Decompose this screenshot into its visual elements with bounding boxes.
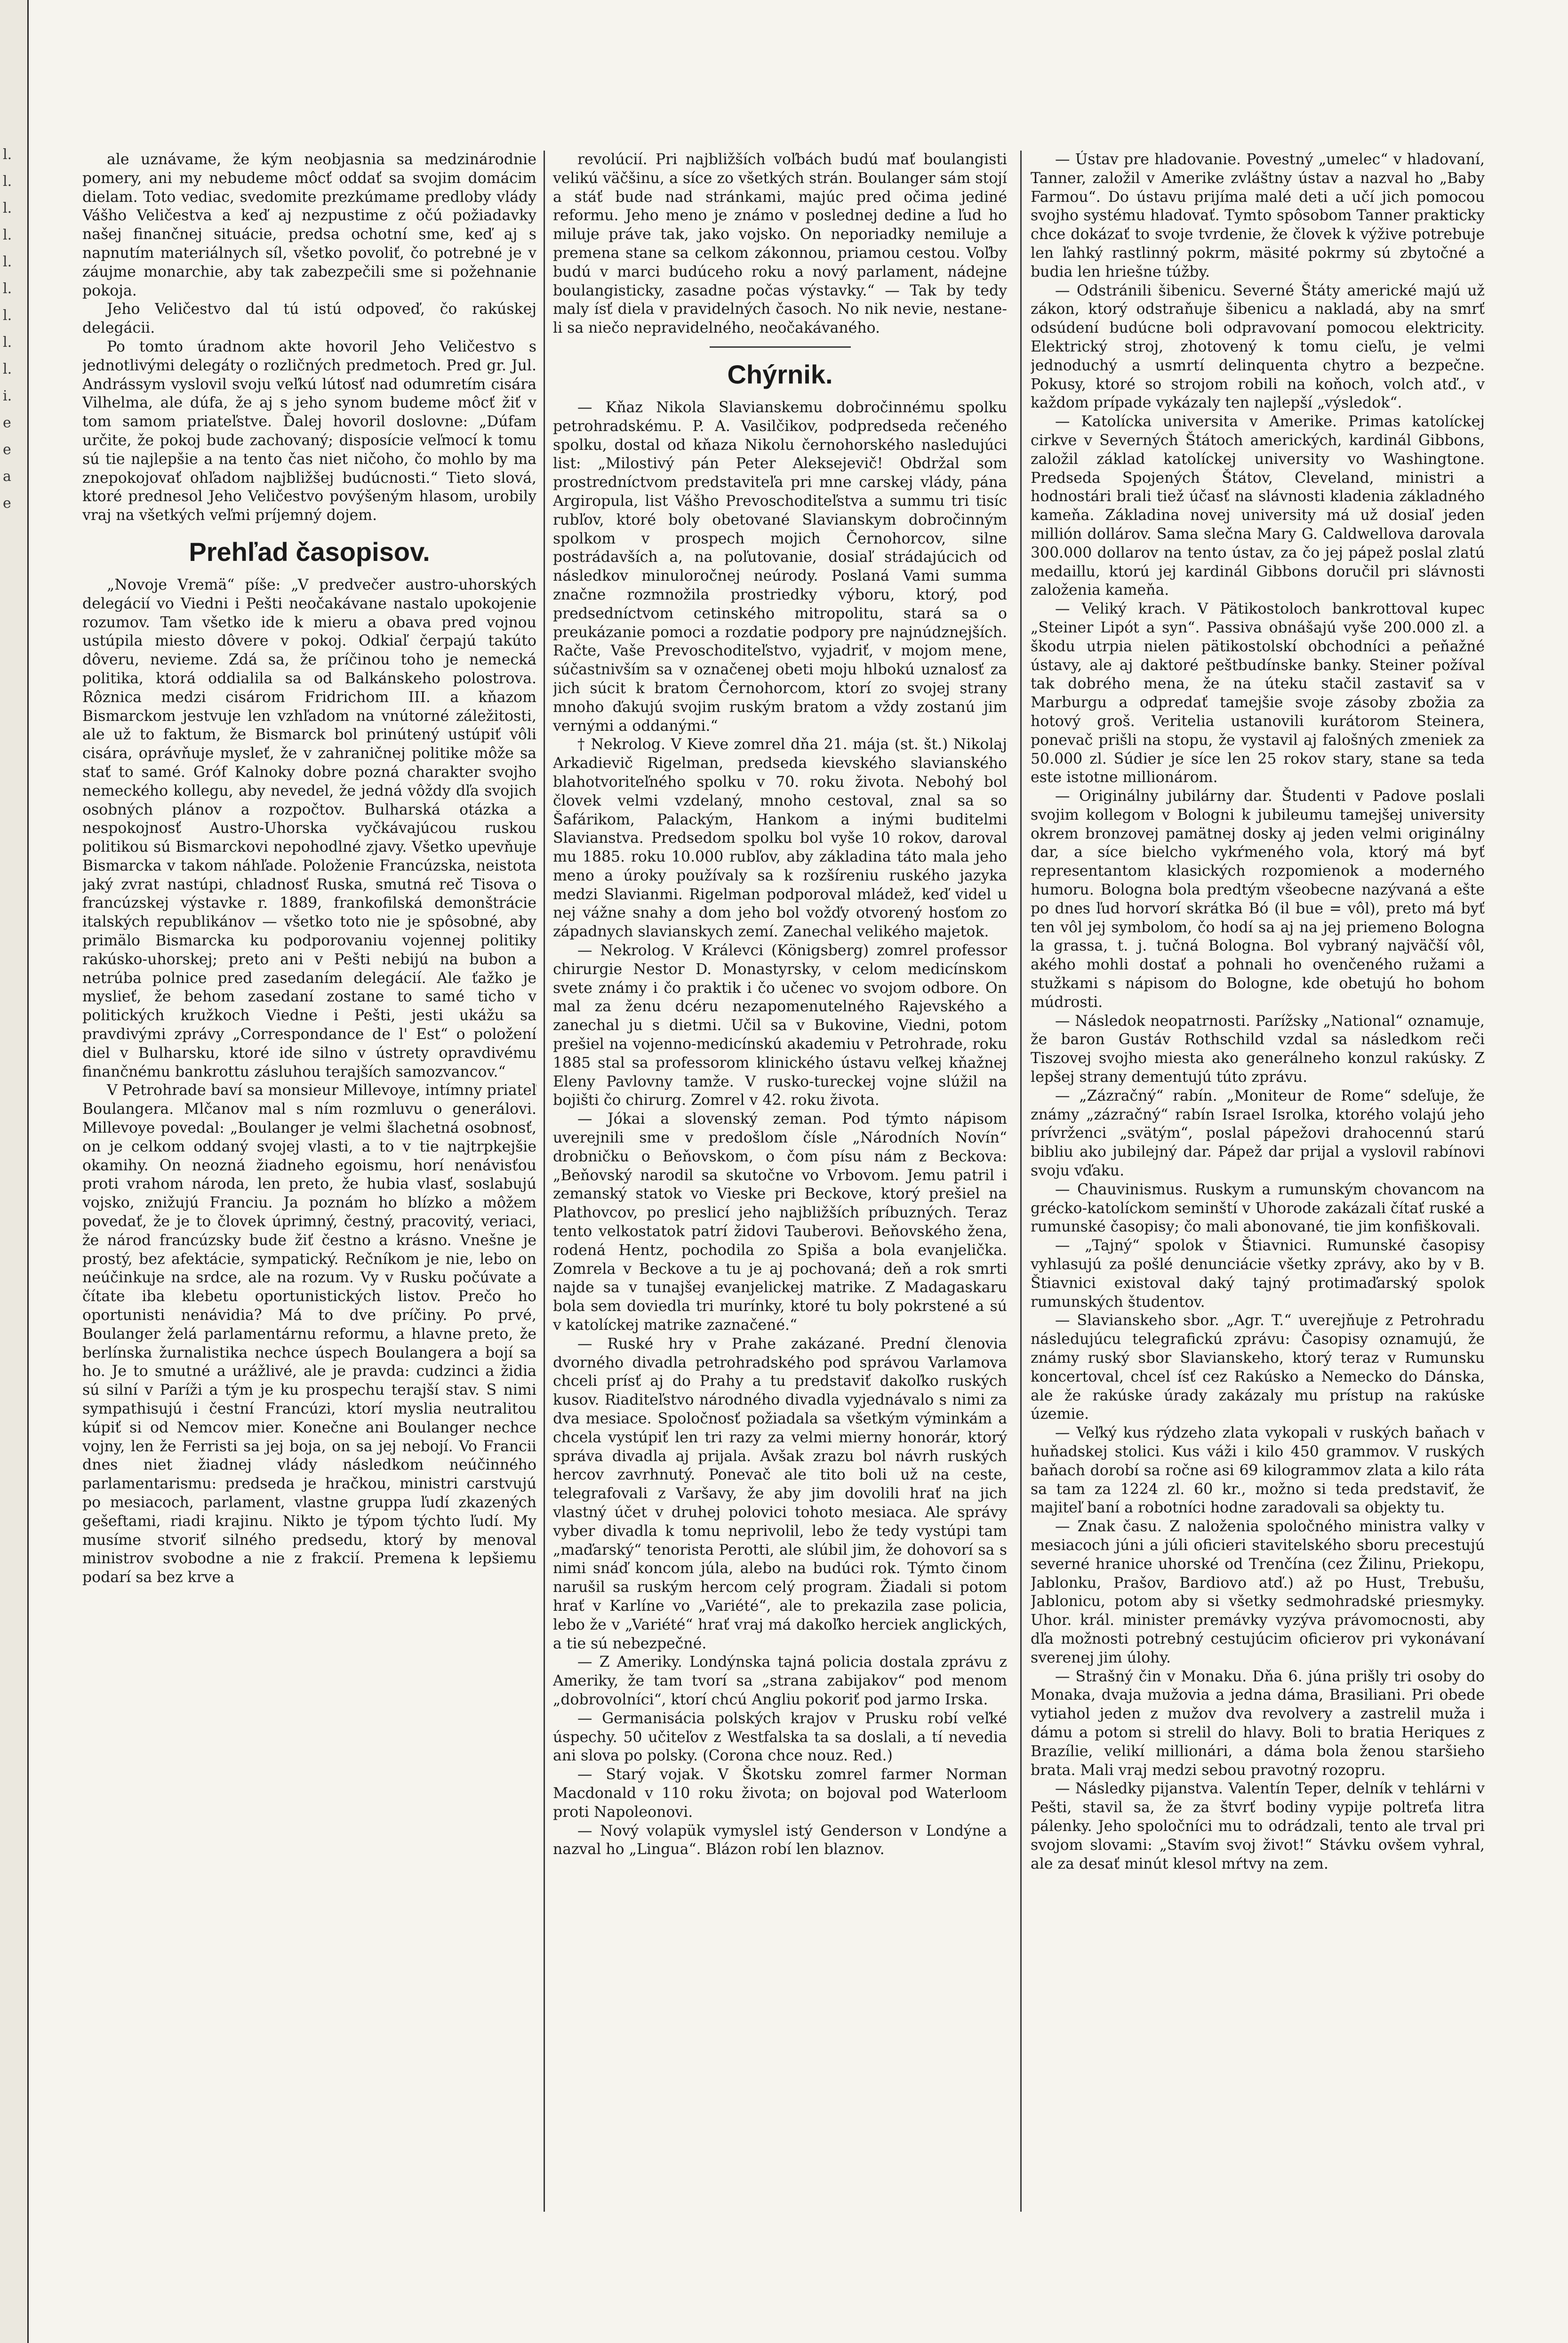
news-item: — Kňaz Nikola Slavianskemu dobročinnému spolku petrohradskému. P. A. Vasilčikov, podpredseda rečeného spolku, dostal od kňaza Nikolu černohorského nasledujúci list: „Milostivý pán Peter Aleksejevič! Obdržal som prostredníctvom predstaviteľa pri mne carskej vlády, pána Argiropula, list Vášho Prevoschoditeľstva a summu tri tisíc rubľov, ktoré boly obetované Slavianskym dobročinným spolkom v prospech mojich Černohorcov, silne postrádavších a, na poľutovanie, dosiaľ strádajúcich od následkov minuloročnej neúrody. Poslaná Vami summa značne rozmnožila prostriedky výboru, ktorý, pod predsedníctvom cetinského mitropolitu, stará sa o preukázanie pomoci a rozdatie podpory pre najnúdznejších. Račte, Vaše Prevoschoditeľstvo, vyjadriť, v mojom mene, súčastnivším sa v označenej obeti moju hlbokú uznalosť za jich súcit k bratom Černohorcom, ktorí zo svojej strany mnoho ďakujú svojim ruským bratom a vždy zostanú jim vernými a oddanými.“	[553, 399, 1007, 735]
newspaper-page	[82, 151, 1492, 2212]
news-item: — Nekrolog. V Králevci (Königsberg) zomrel professor chirurgie Nestor D. Monastyrsky, v celom medicínskom svete známy i čo praktik i čo učenec vo svojom odbore. On mal za ženu dcéru nezapomenutelného Rajevského a zanechal ju s dietmi. Učil sa v Bukovine, Viedni, potom prešiel na vojenno-medicínskú akademiu v Petrohrade, roku 1885 stal sa professorom klinického ústavu veľkej kňažnej Eleny Pavlovny tamže. V rusko-tureckej vojne slúžil na bojišti čo chirurg. Zomrel v 42. roku života.	[553, 942, 1007, 1109]
column-2	[553, 151, 1007, 2212]
col2-paragraph: revolúcií. Pri najbližších voľbách budú mať boulangisti velikú väčšinu, a síce zo všetkých strán. Boulanger sám stojí a stáť bude nad stránkami, majúc pred očima jediné reformu. Jeho meno je známo v poslednej dedine a ľud ho miluje práve tak, jako vojsko. On neporiadky nemiluje a premena stane sa celkom zákonnou, priamou cestou. Voľby budú v marci budúceho roku a nový parlament, nádejne boulangisticky, zasadne počas výstavky.“ — Tak by tedy maly ísť diela v pravidelných časoch. No nik nevie, nestane-li sa niečo nepravidelného, neočakávaného.	[553, 151, 1007, 337]
news-item: — Starý vojak. V Škotsku zomrel farmer Norman Macdonald v 110 roku života; on bojoval pod Waterloom proti Napoleonovi.	[553, 1766, 1007, 1821]
news-item: — Z Ameriky. Londýnska tajná policia dostala zprávu z Ameriky, že tam tvorí sa „strana zabijakov“ pod menom „dobrovolníci“, ktorí chcú Angliu pokoriť pod jarmo Irska.	[553, 1654, 1007, 1708]
column-3	[1031, 151, 1485, 2212]
news-item: — Chauvinismus. Ruskym a rumunským chovancom na grécko-katolíckom seminští v Uhorode zakázali čítať ruské a rumunské časopisy; čo mali abonované, tie jim konfiškovali.	[1031, 1181, 1485, 1236]
adjacent-page-edge	[0, 0, 29, 2343]
news-item: — Následky pijanstva. Valentín Teper, delník v tehlárni v Pešti, stavil sa, že za štvrť bodiny vypije poltreťa litra pálenky. Jeho spoločníci mu to odrádzali, tento ale trval pri svojom slovami: „Stavím svoj život!“ Stávku ovšem vyhral, ale za desať minút klesol mŕtvy na zem.	[1031, 1780, 1485, 1872]
news-item: — Germanisácia polských krajov v Prusku robí veľké úspechy. 50 učiteľov z Westfalska ta sa doslali, a tí nevedia ani slova po polsky. (Corona chce nouz. Red.)	[553, 1710, 1007, 1765]
news-item: — Následok neopatrnosti. Parížsky „National“ oznamuje, že baron Gustáv Rothschild vzdal sa následkom reči Tiszovej svojho miesta ako generálneho konzul rakúsky. Z lepšej strany dementujú túto zprávu.	[1031, 1012, 1485, 1086]
col1-section-paragraph: „Novoje Vremä“ píše: „V predvečer austro-uhorských delegácií vo Viedni i Pešti neočakávane nastalo upokojenie rozumov. Tam všetko ide k mieru a obava pred vojnou ustúpila miesto dôvere v pokoj. Odkiaľ čerpajú takúto dôveru, nevieme. Zdá sa, že príčinou toho je nemecká politika, ktorá oddialila sa od Balkánskeho polostrova. Rôznica medzi cisárom Fridrichom III. a kňazom Bismarckom jestvuje len vzhľadom na vnútorné záležitosti, ale už to faktum, že Bismarck bol prinútený ustúpiť vôli cisára, oprávňuje mysleť, že v zahraničnej politike môže sa stať to samé. Gróf Kalnoky dobre pozná charakter svojho nemeckého kollegu, aby nevedel, že jedná vôždy dľa svojich osobných plánov a rozpočtov. Bulharská otázka a nespokojnosť Austro-Uhorska vyčkávajúcou ruskou politikou sú Bismarckovi nepohodlné zjavy. Všetko upevňuje Bismarcka v takom náhľade. Položenie Francúzska, neistota jaký zvrat nastúpi, chladnosť Ruska, smutná reč Tisova o francúzskej výstavke r. 1889, frankofilská demonštrácie italských republikánov — všetko toto nie je spôsobné, aby primälo Bismarcka ku podporovaniu vojennej politiky rakúsko-uhorskej; preto ani v Pešti nebijú na bubon a netrúba polnice pred zasedaním delegácií. Ale ťažko je myslieť, že behom zasedaní zostane to samé ticho v politických kružkoch Viedne i Pešti, jesti ukážu sa pravdivými zprávy „Correspondance de l' Est“ o položení diel v Bulharsku, ktoré ide silno v ústrety opravdivému finančnému bankrottu zásluhou terajších samozvancov.“	[82, 576, 536, 1080]
col1-paragraph: Po tomto úradnom akte hovoril Jeho Veličestvo s jednotlivými delegáty o rozličných predmetoch. Pred gr. Jul. Andrássym vyslovil svoju veľkú lútosť nad odumretím cisára Vilhelma, ale dúfa, že aj s jeho synom budeme môcť žiť v tom samom priateľstve. Ďalej hovoril doslovne: „Dúfam určite, že pokoj bude zachovaný; disposície veľmocí k tomu sú tie najlepšie a na tento čas niet ničoho, čo mohlo by ma znepokojovať ohľadom najbližšej budúcnosti.“ Tieto slová, ktoré prednesol Jeho Veličestvo povýšeným hlasom, urobily vraj na všetkých veľmi príjemný dojem.	[82, 338, 536, 524]
column-rule	[544, 151, 545, 2212]
news-item: — Slavianskeho sbor. „Agr. T.“ uverejňuje z Petrohradu následujúcu telegrafickú zprávu: Časopisy oznamujú, že známy ruský sbor Slavianskeho, ktorý teraz v Rumunsku koncertoval, chcel ísť cez Rakúsko a Nemecko do Dánska, ale že rakúske úrady zakázaly mu prístup na rakúske územie.	[1031, 1312, 1485, 1423]
column-1	[82, 151, 536, 2212]
news-item: † Nekrolog. V Kieve zomrel dňa 21. mája (st. št.) Nikolaj Arkadievič Rigelman, predseda kievského slavianského blahotvoriteľného spolku v 70. roku života. Nebohý bol človek velmi vzdelaný, mnoho cestoval, znal sa so Šafárikom, Palackým, Hankom a inými buditelmi Slavianstva. Predsedom spolku bol vyše 10 rokov, daroval mu 1885. roku 10.000 rubľov, aby základina táto mala jeho meno a úroky používaly sa k rozšíreniu ruského jazyka medzi Slavianmi. Rigelman podporoval mládež, keď videl u nej vážne snahy a dom jeho bol vožďy otvorený hosťom zo západnych slavianskych zemí. Zanechal velikého majetok.	[553, 736, 1007, 941]
section-title-prehlad: Prehľad časopisov.	[189, 536, 430, 567]
col1-section-paragraph: V Petrohrade baví sa monsieur Millevoye, intímny priateľ Boulangera. Mlčanov mal s ním rozmluvu o generálovi. Millevoye povedal: „Boulanger je velmi šlachetná osobnosť, on je celkom oddaný svojej vlasti, a to v tie najtrpkejšie okamihy. On neozná žiadneho egoismu, horí nenávisťou proti vrahom národa, len preto, že hubia vlasť, soslabujú vojsko, znižujú Franciu. Ja poznám ho blízko a môžem povedať, že je to človek úprimný, čestný, pracovitý, veriaci, že národ francúzsky bude žiť čestno a krásno. Vnešne je prostý, bez afektácie, sympatický. Rečníkom je nie, lebo on neúčinkuje na srdce, ale na rozum. Vy v Rusku počúvate a čítate iba klebetu oportunistických listov. Prečo ho oportunisti nenávidia? Má to dve príčiny. Po prvé, Boulanger želá parlamentárnu reformu, a hlavne preto, že berlínska žurnalistika nechce úspech Boulangera a bojí sa ho. Je to smutné a urážlivé, ale je pravda: cudzinci a židia sú silní v Paríži a tým je ku prospechu terajší stav. S nimi sympathisujú i čestní Francúzi, ktorí myslia neutralitou kúpiť si od Nemcov mier. Konečne ani Boulanger nechce vojny, len že Ferristi sa jej boja, on sa jej nebojí. Vo Francii dnes niet žiadnej vlády následkom neúčinného parlamentarismu: predseda je hračkou, ministri carstvujú po mesiacoch, parlament, vlastne gruppa ľudí zkazených gešeftami, riadi krajinu. Nikto je týpom týchto ľudí. My musíme stvoriť silného predsedu, ktorý by menoval ministrov svobodne a nie z frakcií. Premena k lepšiemu podarí sa bez krve a	[82, 1082, 536, 1586]
section-title-chyrnik: Chýrnik.	[727, 359, 833, 389]
news-item: — Jókai a slovenský zeman. Pod týmto nápisom uverejnili sme v predošlom čísle „Národních Novín“ drobničku o Beňovskom, o čom písu nám z Beckova: „Beňovský narodil sa skutočne vo Vrbovom. Jemu patril i zemanský statok vo Vieske pri Beckove, ktorý prešiel na Plathovcov, po preslicí jeho najbližších príbuzných. Teraz tento velkostatok patrí židovi Tauberovi. Beňovského žena, rodená Hentz, pochodila zo Spiša a bola evanjelička. Zomrela v Beckove a tu je aj pochovaná; deň a rok smrti najde sa v tunajšej evanjelickej matrike. Z Madagaskaru bola sem doviedla tri murínky, ktoré tu boly pokrstené a sú v katolíckej matrike zaznačené.“	[553, 1111, 1007, 1334]
news-item: — Katolícka universita v Amerike. Primas katolíckej cirkve v Severných Štátoch amerických, kardinál Gibbons, založil základ katolíckej university vo Washingtone. Predseda Spojených Štátov, Cleveland, ministri a hodnostári brali tiež účasť na slávnosti kladenia základného kameňa. Základina novej university má už dosiaľ jeden millión dollárov. Sama slečna Mary G. Caldwellova darovala 300.000 dollarov na tento ústav, za čo jej pápež poslal zlatú medaillu, ktorú jej kardinál Gibbons doručil pri slávnosti založenia kameňa.	[1031, 413, 1485, 599]
col1-paragraph: ale uznávame, že kým neobjasnia sa medzinárodnie pomery, ani my nebudeme môcť oddať sa svojim domácim dielam. Toto vediac, svedomite prezkúmame predloby vlády Vášho Veličestva a keď aj nezpustime z očú požiadavky našej finančnej situácie, predsa ochotní sme, keď aj s napnutím materiálnych síl, všetko povoliť, čo potrebné je v záujme monarchie, aby tak zabezpečili sme si požehnanie pokoja.	[82, 151, 536, 299]
col1-paragraph: Jeho Veličestvo dal tú istú odpoveď, čo rakúskej delegácii.	[82, 301, 536, 337]
section-divider	[710, 346, 851, 348]
news-item: — Nový volapük vymyslel istý Genderson v Londýne a nazval ho „Lingua“. Blázon robí len blaznov.	[553, 1822, 1007, 1858]
news-item: — „Zázračný“ rabín. „Moniteur de Rome“ sdeľuje, že známy „zázračný“ rabín Israel Isrolka, ktorého volajú jeho prívrženci „svätým“, poslal pápežovi drahocennú starú bibliu ako jubilejný dar. Pápež dar prijal a vyslovil rabínovi svoju vďaku.	[1031, 1087, 1485, 1180]
news-item: — „Tajný“ spolok v Štiavnici. Rumunské časopisy vyhlasujú za pošlé denunciácie všetky zprávy, ako by v B. Štiavnici existoval daký tajný protimaďarský spolok rumunských študentov.	[1031, 1237, 1485, 1311]
column-rule	[1020, 151, 1022, 2212]
news-item: — Veliký krach. V Pätikostoloch bankrottoval kupec „Steiner Lipót a syn“. Passiva obnášajú vyše 200.000 zl. a škodu utrpia nielen pätikostolskí obchodníci a peňažné ústavy, ale aj daktoré peštbudínske banky. Steiner požíval tak dobrého mena, že na úteku stačil zastaviť sa v Marburgu a odpredať tamejšie svoje zásoby zbožia za hotový groš. Veritelia ustanovili kurátorom Steinera, ponevač prišli na stopu, že vystavil aj falošných zmeniek za 50.000 zl. Súdier je síce len 25 rokov stary, stane sa teda este istotne millionárom.	[1031, 600, 1485, 786]
news-item: — Ruské hry v Prahe zakázané. Prední členovia dvorného divadla petrohradského pod správou Varlamova chceli prísť aj do Prahy a tu predstaviť dakoľko ruských kusov. Riaditeľstvo národného divadla vyjednávalo s nimi za dva mesiace. Spoločnosť požiadala sa všetkým výminkám a chcela vystúpiť len tri razy za velmi mierny honorár, ktorý správa divadla aj prijala. Avšak zrazu bol návrh ruských hercov zavrhnutý. Ponevač ale tito boli už na ceste, telegrafovali z Varšavy, že aby jim dovolili hrať na jich vlastný účet v druhej polovici tohoto mesiaca. Ale správy vyber divadla k tomu neprivolil, lebo že tedy vystúpi tam „maďarský“ tenorista Perotti, ale slúbil jim, že dohovorí sa s nimi snáď koncom júla, alebo na budúci rok. Týmto činom narušil sa ruským hercom celý program. Žiadali si potom hrať v Karlíne vo „Variété“, ale to prekazila zase policia, lebo že v „Variété“ hrať vraj má dakoľko herciek anglických, a tie sú nebezpečné.	[553, 1335, 1007, 1652]
news-item: — Strašný čin v Monaku. Dňa 6. júna prišly tri osoby do Monaka, dvaja mužovia a jedna dáma, Brasiliani. Pri obede vytiahol jeden z mužov dva revolvery a zastrelil muža i dámu a potom si strelil do hlavy. Boli to bratia Heriques z Brazílie, velikí millionári, a dáma bola ženou staršieho brata. Mali vraj medzi sebou pravotný rozopru.	[1031, 1668, 1485, 1779]
news-item: — Ústav pre hladovanie. Povestný „umelec“ v hladovaní, Tanner, založil v Amerike zvláštny ústav a nazval ho „Baby Farmou“. Do ústavu prijíma malé deti a učí jich pomocou svojho systému hladovať. Tymto spôsobom Tanner prakticky chce dokázať to svoje tvrdenie, že človek k výžive potrebuje len ľahký rastlinný pokrm, mäsité pokrmy sú zbytočné a budia len hriešne túžby.	[1031, 151, 1485, 280]
news-item: — Odstránili šibenicu. Severné Štáty americké majú už zákon, ktorý odstraňuje šibenicu a nakladá, aby na smrť odsúdení budúcne boli odpravovaní pomocou elektricity. Elektrický stroj, zhotovený k tomu cieľu, je velmi jednoduchý a usmrtí delinquenta chytro a bezpečne. Pokusy, ktoré so strojom robili na koňoch, volch atď., v každom prípade vykázaly ten najlepší „výsledok“.	[1031, 282, 1485, 412]
adjacent-page-letters: l. l. l. l. l. l. l. l. l. i. e e a e	[3, 146, 12, 512]
news-item: — Originálny jubilárny dar. Študenti v Padove poslali svojim kollegom v Bologni k jubileumu tamejšej university okrem bronzovej pamätnej dosky aj jeden velmi originálny dar, a síce bielcho vykŕmeného vola, ktorý má byť representantom klasických rozpomienok a moderného humoru. Bologna bola predtým všeobecne nazývaná a ešte po dnes ľud horvorí skrátka Bó (il bue = vôl), preto má byť ten vôl jej symbolom, čo hodí sa aj na jej priemeno Bologna la grassa, t. j. tučná Bologna. Bol vybraný najväčší vôl, akého mohli dostať a pohnali ho ovenčeného ružami a stužkami s nápisom do Bologne, kde obetujú ho bohom múdrosti.	[1031, 788, 1485, 1011]
news-item: — Znak času. Z naloženia spoločného ministra valky v mesiacoch júni a júli oficieri stavitelského sboru precestujú severné hranice uhorské od Trenčína (cez Žilinu, Priekopu, Jablonku, Prašov, Bardiovo atď.) až po Hust, Trebušu, Jablonicu, potom aby si všetky sedmohradské priesmyky. Uhor. král. minister premávky vyzýva právomocnosti, aby dľa možnosti potrebný cestujúcim oficierov pri vykonávaní sverenej jim úlohy.	[1031, 1518, 1485, 1666]
news-item: — Veľký kus rýdzeho zlata vykopali v ruských baňach v huňadskej stolici. Kus váži i kilo 450 grammov. V ruských baňach dorobí sa ročne asi 69 kilogrammov zlata a kilo ráta sa tam za 1224 zl. 60 kr., možno si teda predstaviť, že majiteľ baní a robotníci hodne zaradovali sa objekty tu.	[1031, 1424, 1485, 1517]
